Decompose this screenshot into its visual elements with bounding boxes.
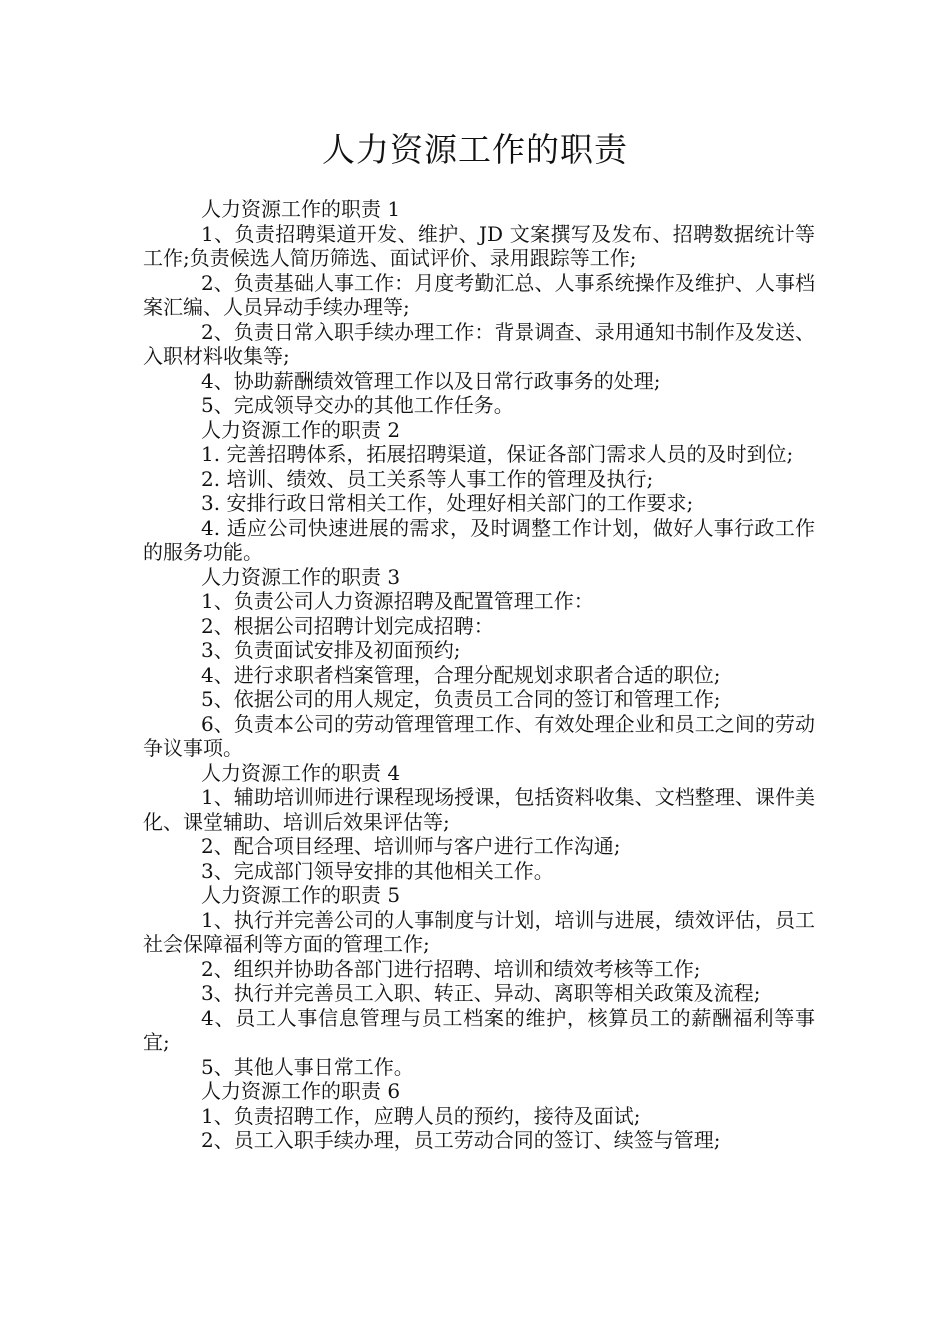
section-heading: 人力资源工作的职责 4 — [201, 760, 401, 785]
list-item: 2、负责基础人事工作：月度考勤汇总、人事系统操作及维护、人事档案汇编、人员异动手续办理等; — [143, 270, 815, 319]
list-item: 4. 适应公司快速进展的需求，及时调整工作计划，做好人事行政工作的服务功能。 — [143, 515, 815, 564]
list-item: 3、执行并完善员工入职、转正、异动、离职等相关政策及流程; — [201, 981, 761, 1005]
section-heading: 人力资源工作的职责 5 — [201, 883, 401, 907]
list-item: 2、根据公司招聘计划完成招聘： — [201, 613, 494, 638]
list-item: 2、配合项目经理、培训师与客户进行工作沟通; — [201, 834, 621, 858]
list-item: 2. 培训、绩效、员工关系等人事工作的管理及执行; — [201, 466, 654, 491]
list-item: 2、负责日常入职手续办理工作：背景调查、录用通知书制作及发送、入职材料收集等; — [143, 319, 815, 368]
list-item: 1、负责招聘工作，应聘人员的预约，接待及面试; — [201, 1103, 641, 1128]
document-title: 人力资源工作的职责 — [322, 130, 628, 169]
list-item: 5、依据公司的用人规定，负责员工合同的签订和管理工作; — [201, 687, 721, 711]
list-item: 4、协助薪酬绩效管理工作以及日常行政事务的处理; — [201, 368, 661, 393]
list-item: 2、组织并协助各部门进行招聘、培训和绩效考核等工作; — [201, 956, 701, 981]
document-body — [143, 197, 815, 1153]
section-heading: 人力资源工作的职责 1 — [201, 197, 401, 221]
list-item: 2、员工入职手续办理，员工劳动合同的签订、续签与管理; — [201, 1128, 721, 1152]
list-item: 6、负责本公司的劳动管理管理工作、有效处理企业和员工之间的劳动争议事项。 — [143, 711, 815, 760]
list-item: 3. 安排行政日常相关工作，处理好相关部门的工作要求; — [201, 491, 694, 515]
section-heading: 人力资源工作的职责 3 — [201, 564, 401, 589]
list-item: 1、负责公司人力资源招聘及配置管理工作： — [201, 589, 594, 613]
list-item: 4、进行求职者档案管理，合理分配规划求职者合适的职位; — [201, 662, 721, 687]
list-item: 1、负责招聘渠道开发、维护、JD 文案撰写及发布、招聘数据统计等工作;负责候选人简历筛选、面试评价、录用跟踪等工作; — [143, 221, 815, 270]
list-item: 5、完成领导交办的其他工作任务。 — [201, 393, 514, 417]
list-item: 3、负责面试安排及初面预约; — [201, 638, 461, 662]
list-item: 1. 完善招聘体系，拓展招聘渠道，保证各部门需求人员的及时到位; — [201, 442, 794, 466]
list-item: 4、员工人事信息管理与员工档案的维护，核算员工的薪酬福利等事宜; — [143, 1005, 815, 1054]
list-item: 5、其他人事日常工作。 — [201, 1054, 414, 1079]
list-item: 1、执行并完善公司的人事制度与计划，培训与进展，绩效评估，员工社会保障福利等方面的管理工作; — [143, 907, 815, 956]
section-heading: 人力资源工作的职责 6 — [201, 1079, 401, 1103]
section-heading: 人力资源工作的职责 2 — [201, 417, 401, 442]
list-item: 3、完成部门领导安排的其他相关工作。 — [201, 858, 554, 883]
list-item: 1、辅助培训师进行课程现场授课，包括资料收集、文档整理、课件美化、课堂辅助、培训后效果评估等; — [143, 785, 815, 834]
